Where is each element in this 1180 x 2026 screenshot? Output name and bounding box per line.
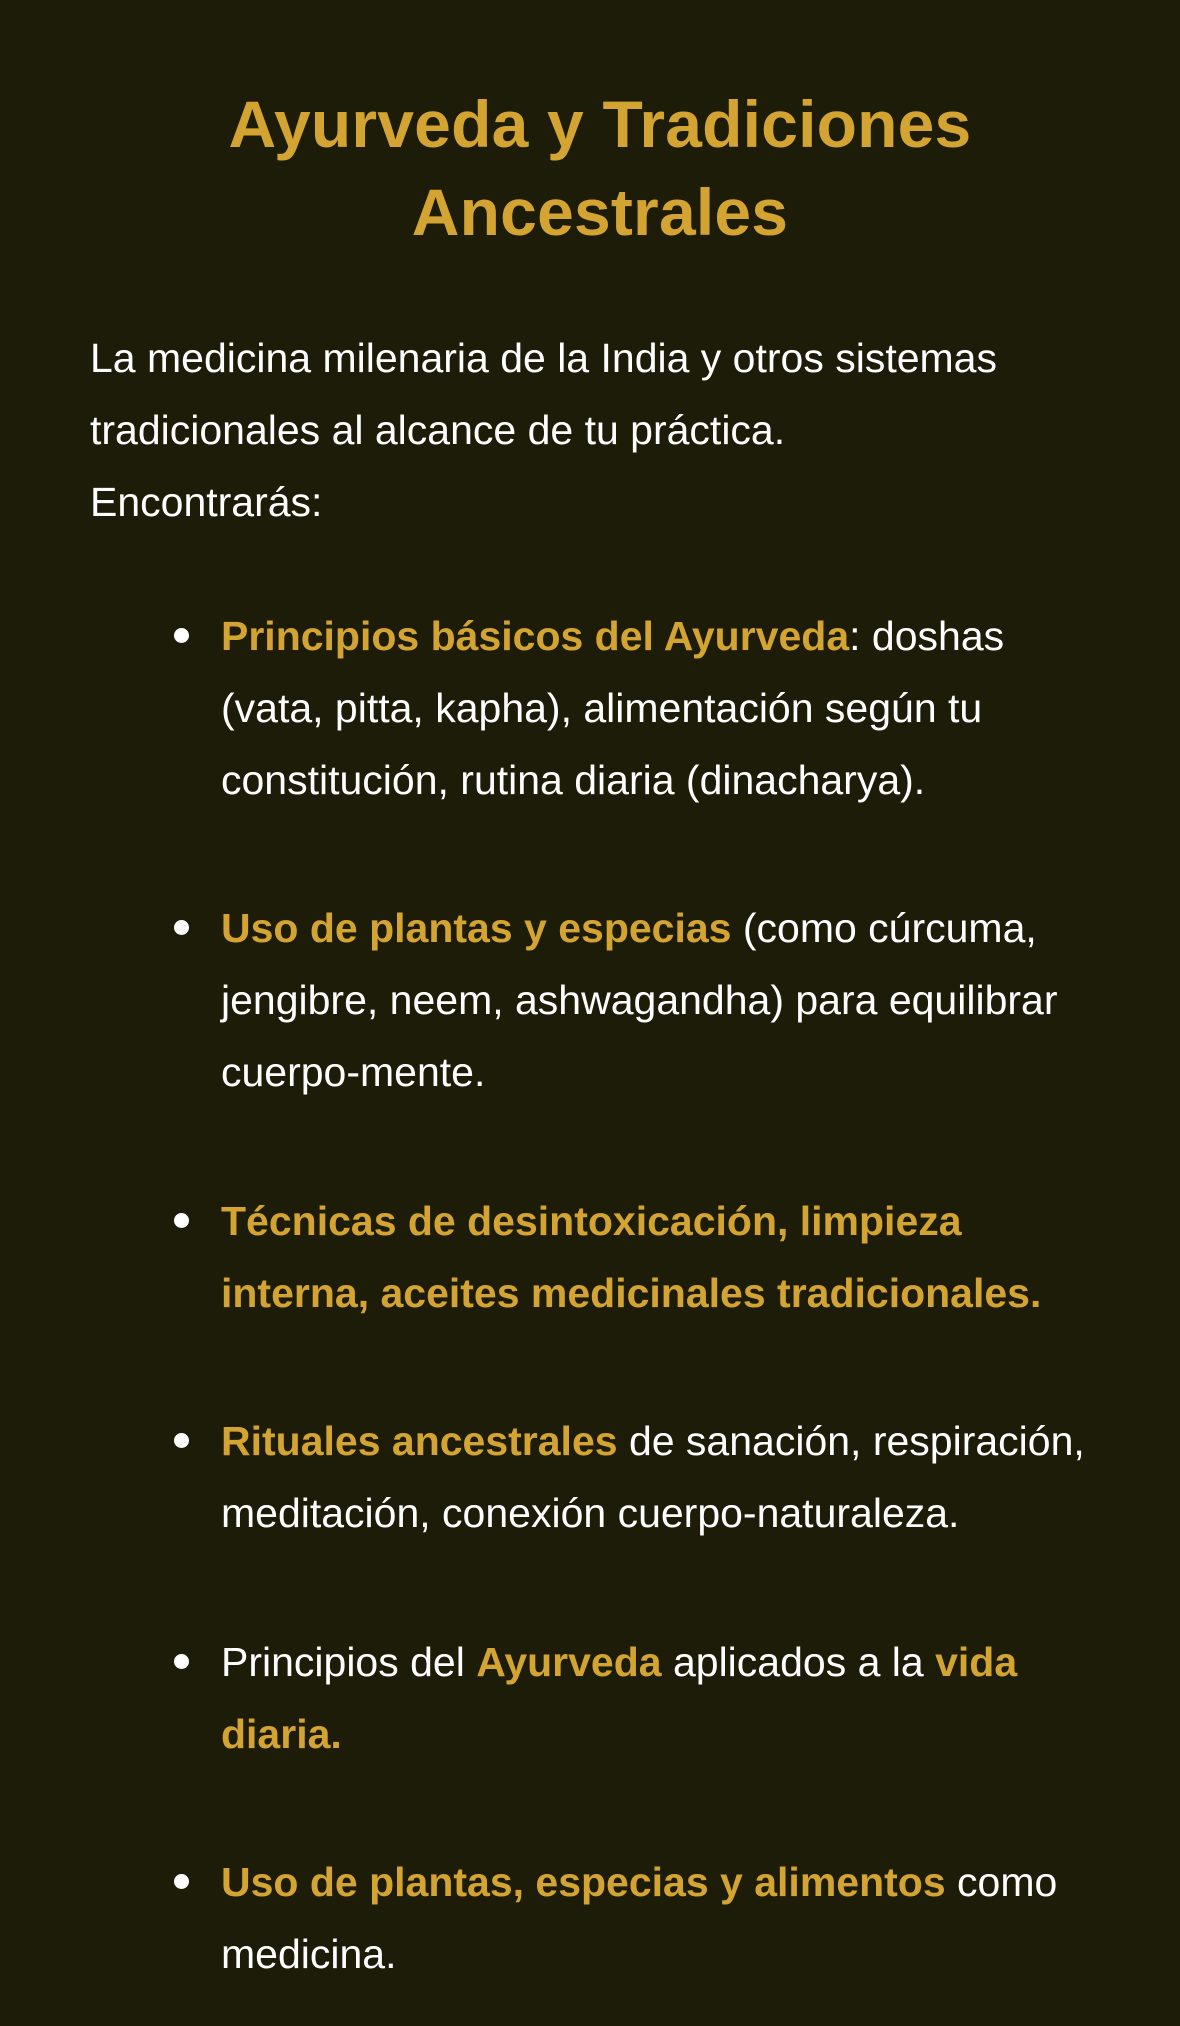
list-item-highlight: interna, aceites medicinales tradicionales. xyxy=(221,1270,1042,1316)
list-item-line xyxy=(221,1626,1180,1698)
list-item-highlight: Técnicas de desintoxicación, limpieza xyxy=(221,1198,962,1244)
intro-line-3: Encontrarás: xyxy=(90,479,323,525)
intro-paragraph xyxy=(90,322,1110,538)
list-item-line: medicina. xyxy=(221,1931,397,1977)
list-item-highlight: vida xyxy=(935,1639,1018,1685)
feature-list xyxy=(90,600,1110,1990)
list-item-text: de sanación, respiración, xyxy=(617,1418,1085,1464)
list-item-line xyxy=(221,600,1180,672)
bullet-icon xyxy=(174,1433,189,1448)
bullet-icon xyxy=(174,1874,189,1889)
list-item-highlight: Uso de plantas, especias y alimentos xyxy=(221,1859,946,1905)
list-item-line: jengibre, neem, ashwagandha) para equilibrar xyxy=(221,977,1058,1023)
list-item xyxy=(90,1405,1180,1549)
list-item-highlight: Uso de plantas y especias xyxy=(221,905,732,951)
intro-line-1: La medicina milenaria de la India y otros sistemas xyxy=(90,335,997,381)
bullet-icon xyxy=(174,920,189,935)
list-item-line: meditación, conexión cuerpo-naturaleza. xyxy=(221,1490,960,1536)
list-item-highlight: Ayurveda xyxy=(476,1639,662,1685)
list-item-text: Principios del xyxy=(221,1639,477,1685)
list-item-highlight: Principios básicos del Ayurveda xyxy=(221,613,850,659)
list-item xyxy=(90,892,1180,1108)
list-item xyxy=(90,1846,1180,1990)
list-item xyxy=(90,1626,1180,1770)
list-item-text: : doshas xyxy=(849,613,1005,659)
title-line-1: Ayurveda y Tradiciones xyxy=(228,87,972,161)
list-item-line xyxy=(221,1846,1180,1918)
list-item-line: cuerpo-mente. xyxy=(221,1049,486,1095)
list-item xyxy=(90,1185,1180,1329)
list-item-text: aplicados a la xyxy=(661,1639,936,1685)
bullet-icon xyxy=(174,1213,189,1228)
list-item-text: (como cúrcuma, xyxy=(731,905,1037,951)
list-item xyxy=(90,600,1180,816)
bullet-icon xyxy=(174,1654,189,1669)
title-line-2: Ancestrales xyxy=(411,175,789,249)
list-item-line: (vata, pitta, kapha), alimentación según tu xyxy=(221,685,983,731)
list-item-highlight: Rituales ancestrales xyxy=(221,1418,618,1464)
list-item-highlight: diaria. xyxy=(221,1711,342,1757)
bullet-icon xyxy=(174,628,189,643)
list-item-line: constitución, rutina diaria (dinacharya). xyxy=(221,757,926,803)
page-title xyxy=(90,80,1110,256)
list-item-line xyxy=(221,892,1180,964)
list-item-text: como xyxy=(945,1859,1058,1905)
intro-line-2: tradicionales al alcance de tu práctica. xyxy=(90,407,786,453)
list-item-line xyxy=(221,1405,1180,1477)
